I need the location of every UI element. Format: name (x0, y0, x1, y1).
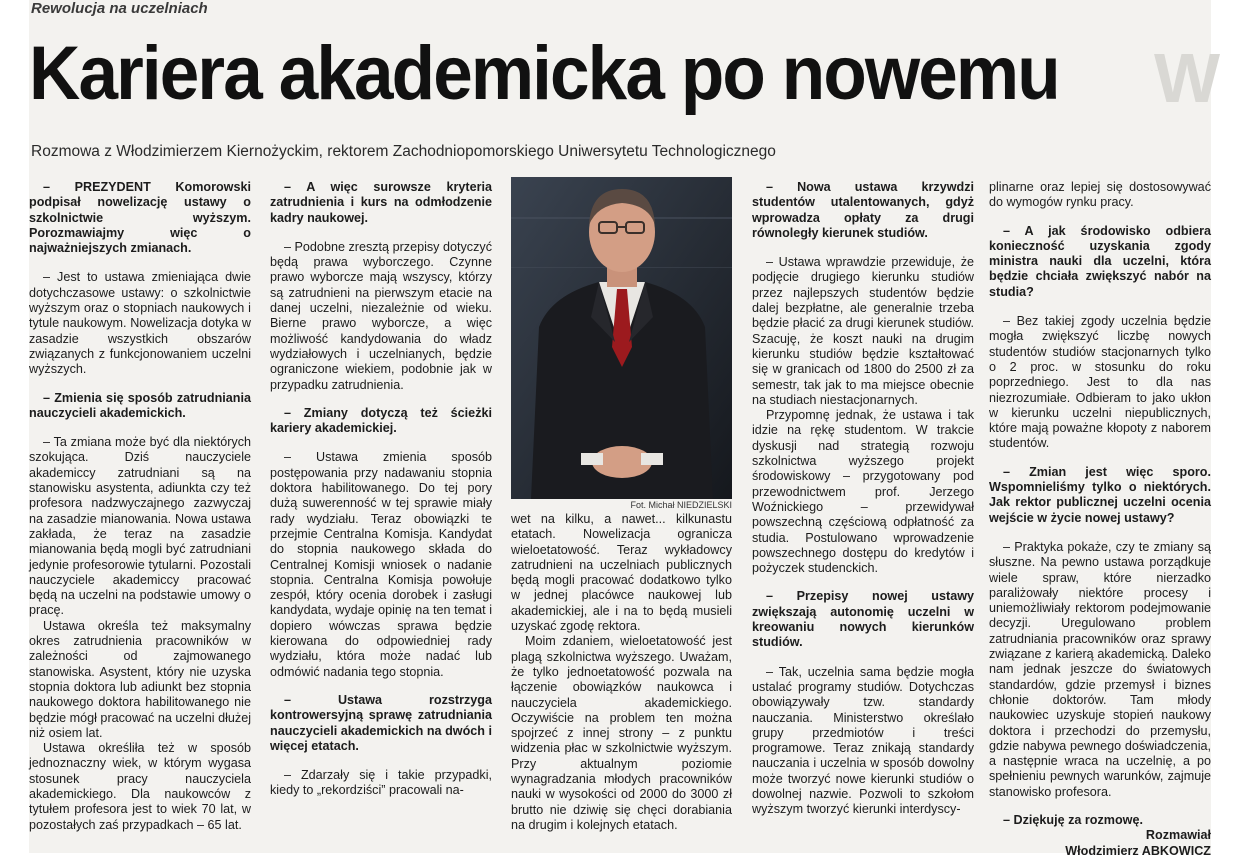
newspaper-page (29, 0, 1221, 858)
question-paragraph: – Zmiany dotyczą też ścieżki kariery akademickiej. (270, 405, 492, 436)
headline: Kariera akademicka po nowemu (29, 31, 1059, 116)
answer-paragraph: – Tak, uczelnia sama będzie mogła ustalać programy studiów. Dotychczas obowiązywały tzw. standardy nauczania. Ministerstwo określało grupy przedmiotów i treści programowe. Teraz znikają standardy nauczania i uczelnia w sposób dowolny może tworzyć nowe kierunki studiów o dowolnej nazwie. Pozwoli to szkołom wyższym tworzyć kierunki interdyscy- (752, 664, 974, 817)
question-paragraph: – Zmienia się sposób zatrudniania nauczycieli akademickich. (29, 390, 251, 420)
answer-paragraph: – Zdarzały się i takie przypadki, kiedy to „rekordziści” pracowali na- (270, 768, 492, 798)
section-kicker: Rewolucja na uczelniach (31, 0, 208, 17)
answer-paragraph: – Bez takiej zgody uczelnia będzie mogła zwiększyć liczbę nowych studentów studiów stacjonarnych tylko o 2 proc. w stosunku do roku poprzedniego. Jest to dla nas niezrozumiałe. Odbieram to jako ukłon w kierunku uczelni niepublicznych, które mają poważne kłopoty z naborem studentów. (989, 314, 1211, 451)
question-paragraph: – Przepisy nowej ustawy zwiększają autonomię uczelni w kreowaniu nowych kierunków studiów. (752, 589, 974, 650)
article-column-1 (29, 180, 251, 853)
question-paragraph: – A więc surowsze kryteria zatrudnienia i kurs na odmłodzenie kadry naukowej. (270, 180, 492, 225)
body-paragraph: plinarne oraz lepiej się dostosowywać do wymogów rynku pracy. (989, 180, 1211, 210)
portrait-illustration (511, 177, 732, 499)
body-paragraph: Przypomnę jednak, że ustawa i tak idzie na rękę studentom. W trakcie dyskusji nad strategią rozwoju szkolnictwa wyższego projekt środowiskowy – przygotowany pod przewodnictwem prof. Jerzego Woźnickiego – przewidywał powszechną częściową odpłatność za studia. Postulowano wprowadzenie powszechnego dostępu do kredytów i pożyczek studenckich. (752, 408, 974, 576)
question-paragraph: – Zmian jest więc sporo. Wspomnieliśmy tylko o niektórych. Jak rektor publicznej uczelni ocenia wejście w życie nowej ustawy? (989, 464, 1211, 525)
body-paragraph: wet na kilku, a nawet... kilkunastu etatach. Nowelizacja ogranicza wieloetatowość. Teraz wykładowcy zatrudnieni na uczelniach publicznych będą mogli pracować dodatkowo tylko w jednej placówce naukowej lub akademickiej, ale i na to będą musieli uzyskać zgodę rektora. (511, 512, 732, 634)
question-paragraph: – Ustawa rozstrzyga kontrowersyjną sprawę zatrudniania nauczycieli akademickich na dwóch i więcej etatach. (270, 692, 492, 753)
answer-paragraph: – Podobne zresztą przepisy dotyczyć będą prawa wyborczego. Czynne prawo wyborcze mają wszyscy, którzy są zatrudnieni na pierwszym etacie na danej uczelni, niezależnie od wieku. Bierne prawo wyborcze, a więc możliwość kandydowania do władz wydziałowych i uczelnianych, będzie ograniczone wiekiem, podobnie jak w przypadku zatrudnienia. (270, 239, 492, 392)
portrait-photo (511, 177, 732, 499)
article-column-3 (511, 512, 732, 853)
interviewer-name: Włodzimierz ABKOWICZ (1065, 843, 1211, 858)
answer-paragraph: – Ustawa wprawdzie przewiduje, że podjęcie drugiego kierunku studiów przez najlepszych studentów będzie dalej bezpłatne, ale generalnie trzeba będzie płacić za drugi kierunek studiów. Szacuję, że koszt nauki na drugim kierunku studiów będzie kształtować się w granicach od 1800 do 2500 zł za semestr, tak jak to ma miejsce obecnie na studiach niestacjonarnych. (752, 255, 974, 407)
article-column-4 (752, 180, 974, 853)
body-paragraph: Ustawa określiła też w sposób jednoznaczny wiek, w którym wygasa stosunek pracy nauczyciela akademickiego. Dla naukowców z tytułem profesora jest to wiek 70 lat, w pozostałych zaś przypadkach – 65 lat. (29, 741, 251, 832)
answer-paragraph: – Jest to ustawa zmieniająca dwie dotychczasowe ustawy: o szkolnictwie wyższym oraz o stopniach naukowych i tytule naukowym. Nowelizacja dotyka w zasadzie wszystkich obszarów związanych z funkcjonowaniem uczelni wyższych. (29, 270, 251, 377)
answer-paragraph: – Ta zmiana może być dla niektórych szokująca. Dziś nauczyciele akademiccy zatrudniani są na stanowisku asystenta, adiunkta czy też profesora nadzwyczajnego zazwyczaj na zasadzie mianowania. Nowa ustawa zakłada, że teraz na zasadzie mianowania będą mogli być zatrudniani jedynie profesorowie tytularni. Pozostali nauczyciele akademiccy pracować będą na uczelni na podstawie umowy o pracę. (29, 435, 251, 618)
answer-paragraph: – Praktyka pokaże, czy te zmiany są słuszne. Na pewno ustawa porządkuje wiele spraw, które nierzadko paraliżowały niektóre procesy i uniemożliwiały rektorom podejmowanie decyzji. Uregulowano problem zatrudniania pracowników oraz sprawy związane z karierą akademicką. Daleko nam jednak jeszcze do światowych standardów, gdzie przemysł i biznes chłonie doktorów. Tam młody naukowiec uzyskuje stopień naukowy doktora i przechodzi do przemysłu, gdzie nabywa pewnego doświadczenia, a następnie wraca na uczelnię, a po spełnieniu pewnych warunków, zajmuje stanowisko profesora. (989, 539, 1211, 799)
body-paragraph: Ustawa określa też maksymalny okres zatrudnienia pracowników w zależności od zajmowanego stanowiska. Asystent, który nie uzyska stopnia doktora lub adiunkt bez stopnia naukowego doktora habilitowanego nie będzie mógł pracować na uczelni dłużej niż osiem lat. (29, 618, 251, 740)
interviewer-label: Rozmawiał (1145, 828, 1211, 843)
question-paragraph: – Nowa ustawa krzywdzi studentów utalentowanych, gdyż wprowadza opłaty za drugi równoległy kierunek studiów. (752, 180, 974, 240)
question-paragraph: – PREZYDENT Komorowski podpisał nowelizację ustawy o szkolnictwie wyższym. Porozmawiajmy więc o najważniejszych zmianach. (29, 180, 251, 256)
article-column-5 (989, 180, 1211, 858)
bleed-through-text: W (1154, 39, 1221, 117)
article-column-2 (270, 180, 492, 853)
question-paragraph: – A jak środowisko odbiera konieczność uzyskania zgody ministra nauki dla uczelni, która będzie chciała zwiększyć nabór na studia? (989, 223, 1211, 299)
body-paragraph: Moim zdaniem, wieloetatowość jest plagą szkolnictwa wyższego. Uważam, że tylko jednoetatowość pozwala na łączenie obowiązków naukowca i nauczyciela akademickiego. Oczywiście na problem ten można spojrzeć z innej strony – z punktu widzenia płac w szkolnictwie wyższym. Przy aktualnym poziomie wynagradzania młodych pracowników nauki w wysokości od 2000 do 3000 zł brutto nie dziwię się chęci dorabiania na drugim i kolejnych etatach. (511, 634, 732, 832)
subtitle: Rozmowa z Włodzimierzem Kiernożyckim, rektorem Zachodniopomorskiego Uniwersytetu Technologicznego (31, 143, 776, 160)
photo-credit: Fot. Michał NIEDZIELSKI (630, 500, 732, 510)
answer-paragraph: – Ustawa zmienia sposób postępowania przy nadawaniu stopnia doktora habilitowanego. Do tej pory dużą suwerenność w tej sprawie miały rady wydziału. Teraz obowiązki te przejmie Centralna Komisja. Kandydat do stopnia naukowego składa do Centralnej Komisji wniosek o nadanie stopnia. Centralna Komisja powołuje zespół, który ocenia dorobek i zasługi kandydata, wydaje opinię na ten temat i dopiero wówczas sprawa będzie kierowana do odpowiedniej rady wydziału, która może nadać lub odmówić nadania tego stopnia. (270, 450, 492, 679)
closing-question: – Dziękuję za rozmowę. (1003, 812, 1143, 827)
